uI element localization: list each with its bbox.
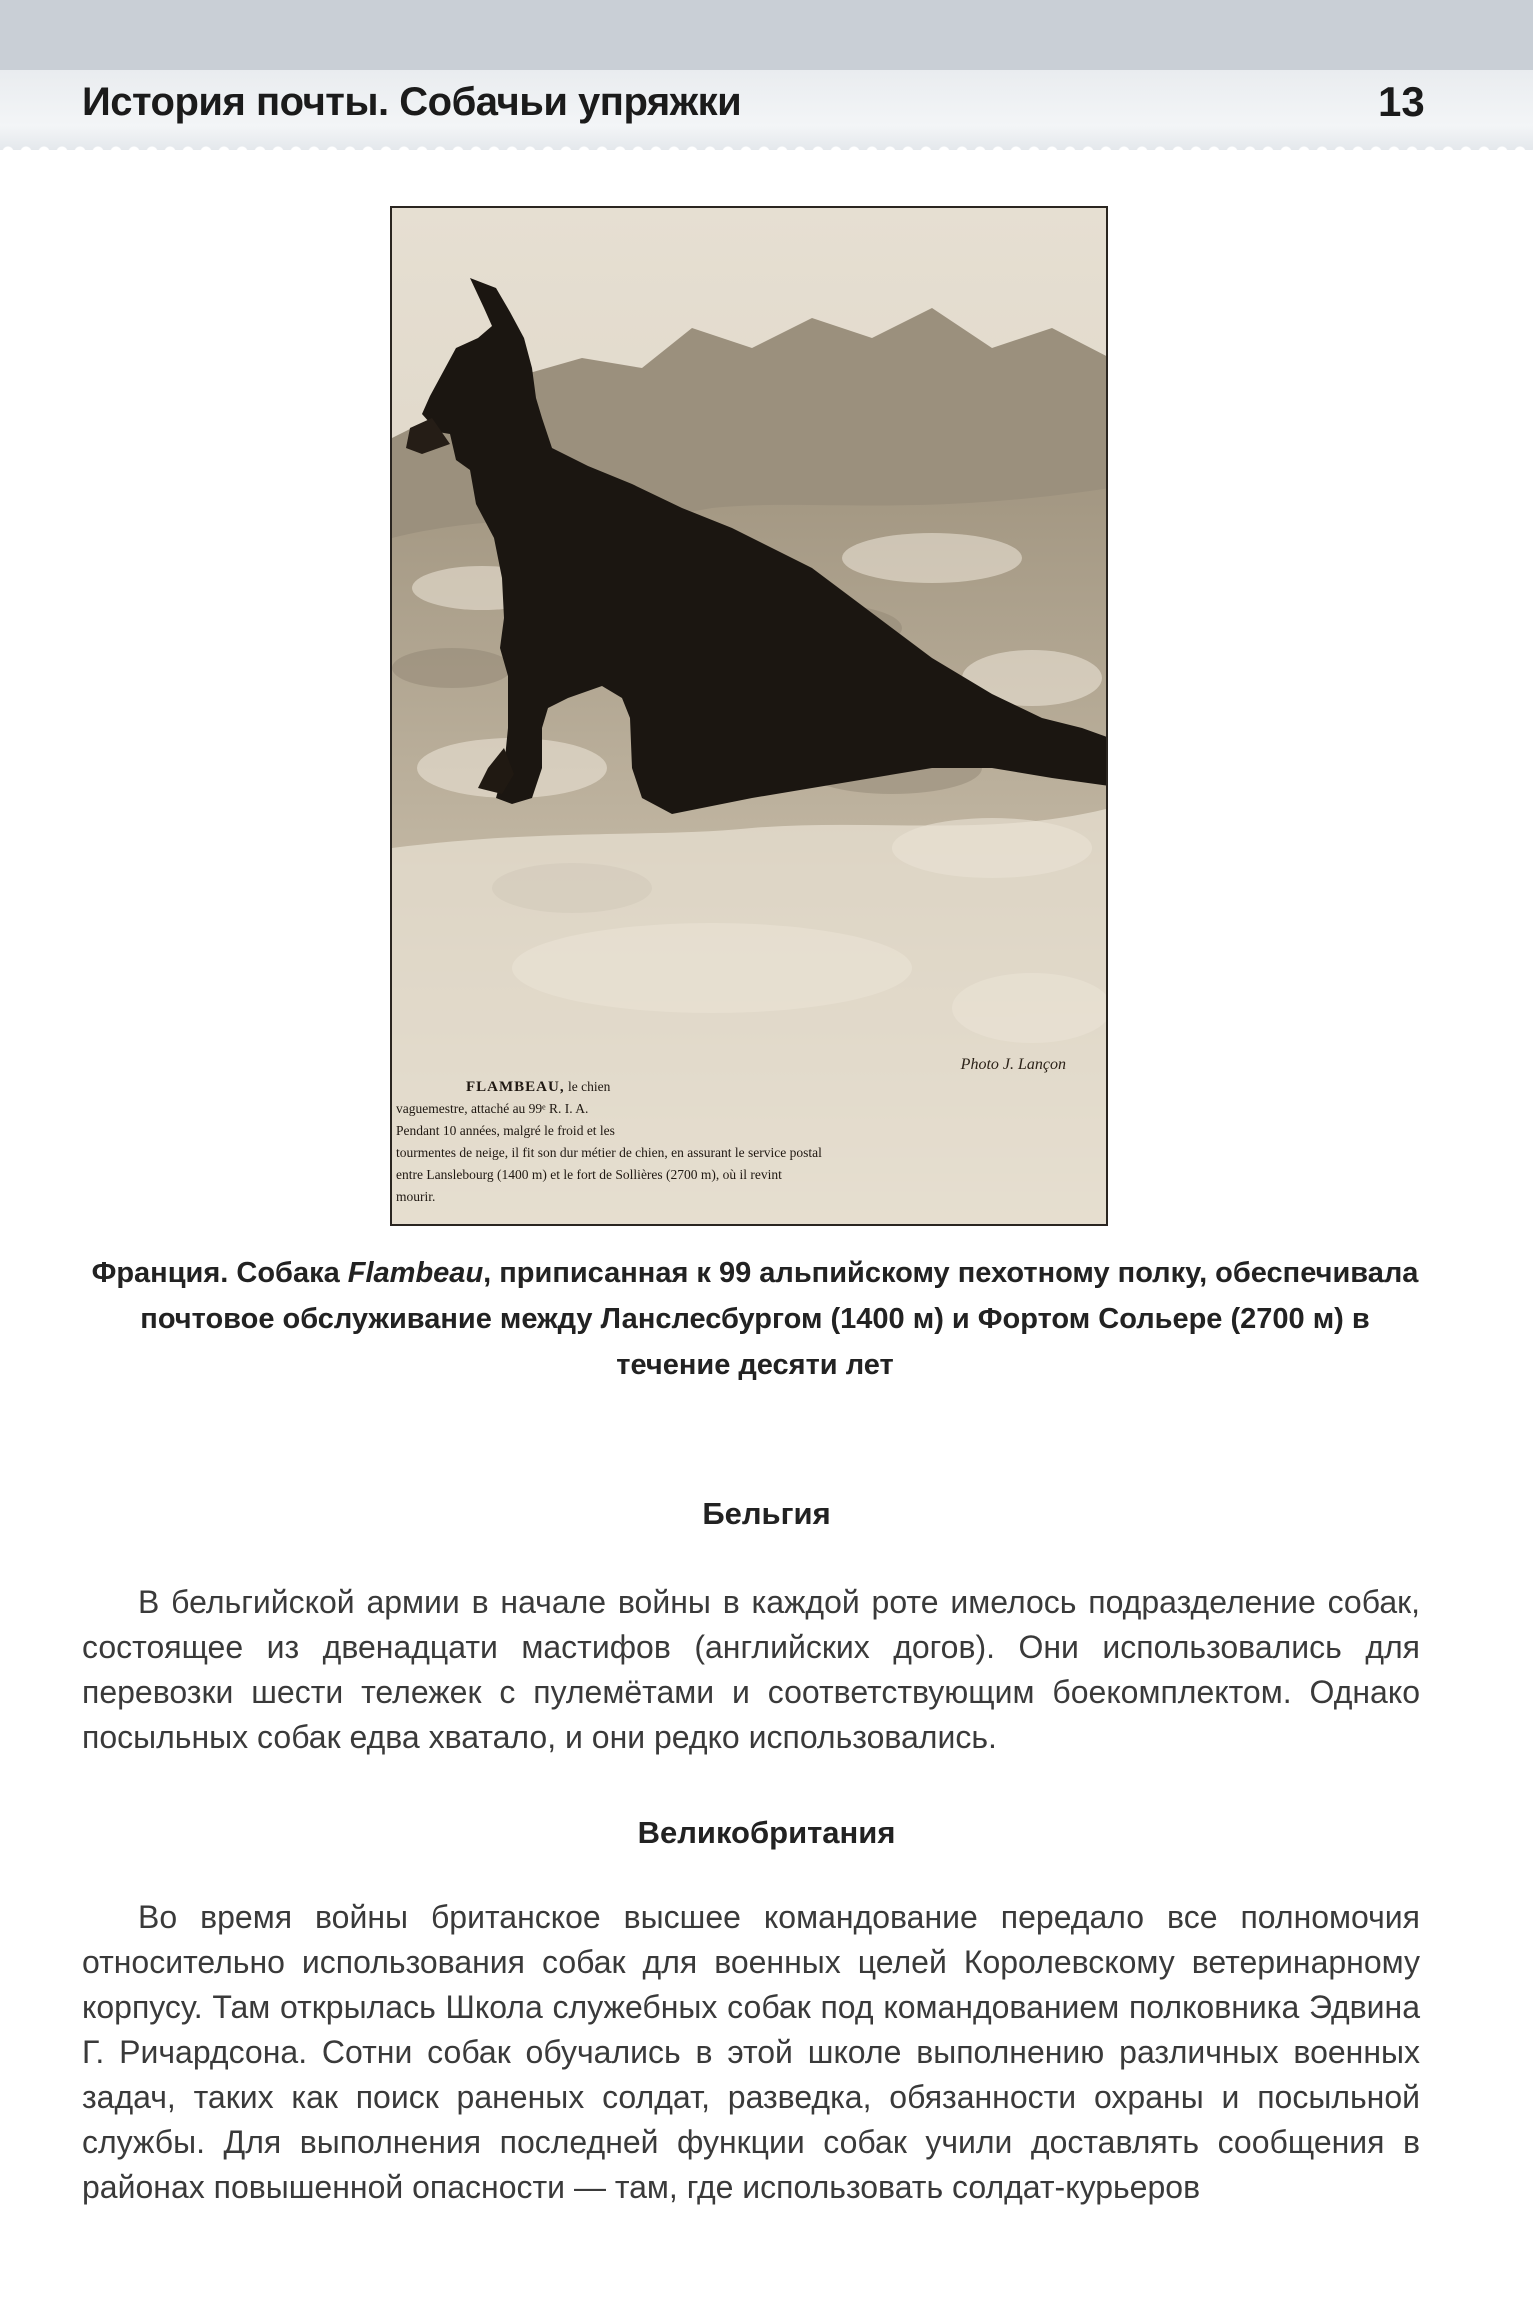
running-header-title: История почты. Собачьи упряжки (82, 80, 742, 124)
postcard-inscription (396, 1076, 1096, 1208)
postcard-line: Pendant 10 années, malgré le froid et les (396, 1123, 615, 1138)
caption-dog-name: Flambeau (347, 1257, 484, 1289)
section-heading-great-britain: Великобритания (637, 1815, 896, 1850)
caption-suffix: , приписанная к 99 альпийскому пехотному полку, обеспечивала почтовое обслуживание между Ланслесбургом (1400 м) и Фортом Сольере (2700 м) в течение десяти лет (140, 1257, 1419, 1381)
photo-caption (90, 1250, 1420, 1388)
postcard-line: le chien (567, 1079, 611, 1094)
top-strip (0, 0, 1533, 70)
caption-prefix: Франция. Собака (91, 1257, 348, 1289)
postcard-line: entre Lanslebourg (1400 m) et le fort de Sollières (2700 m), où il revint (396, 1167, 782, 1182)
postcard-line: tourmentes de neige, il fit son dur métier de chien, en assurant le service postal (396, 1145, 822, 1160)
postcard-line: vaguemestre, attaché au 99ᵉ R. I. A. (396, 1101, 589, 1116)
paragraph-belgium: В бельгийской армии в начале войны в каждой роте имелось подразделение собак, состоящее из двенадцати мастифов (английских догов). Они использовались для перевозки шести тележек с пулемётами и соответствующим боекомплектом. Однако посыльных собак едва хватало, и они редко использовались. (82, 1584, 1420, 1755)
postcard-photo (390, 206, 1108, 1226)
paragraph-great-britain: Во время войны британское высшее командование передало все полномочия относительно использования собак для военных целей Королевскому ветеринарному корпусу. Там открылась Школа служебных собак под командованием полковника Эдвина Г. Ричардсона. Сотни собак обучались в этой школе выполнению различных военных задач, таких как поиск раненых солдат, разведка, обязанности охраны и посыльной службы. Для выполнения последней функции собак учили доставлять сообщения в районах повышенной опасности — там, где использовать солдат-курьеров (82, 1899, 1420, 2205)
photo-credit: Photo J. Lançon (960, 1056, 1066, 1073)
section-heading-belgium: Бельгия (702, 1496, 831, 1531)
page-number: 13 (1378, 78, 1425, 125)
postcard-title: FLAMBEAU, (466, 1079, 565, 1095)
header-perforation (0, 142, 1533, 152)
postcard-line: mourir. (396, 1189, 436, 1204)
